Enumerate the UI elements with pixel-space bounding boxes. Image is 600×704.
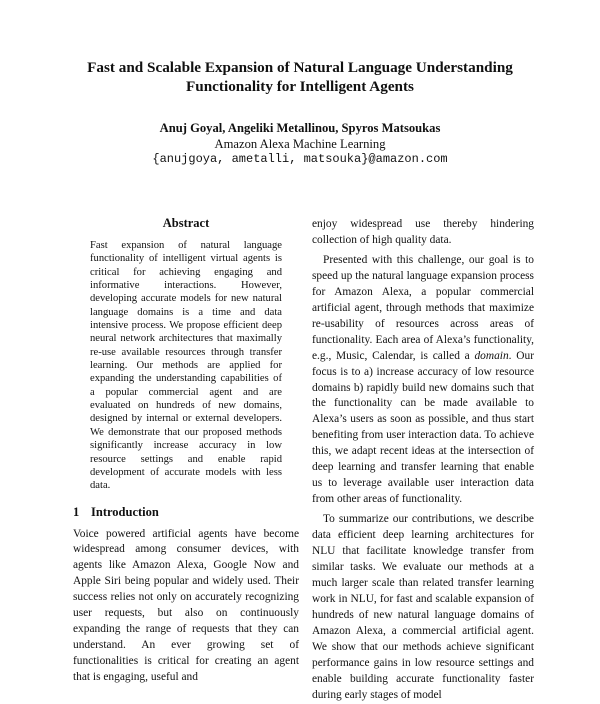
author-block <box>40 121 560 168</box>
left-column <box>73 216 299 686</box>
author-names: Anuj Goyal, Angeliki Metallinou, Spyros Matsoukas <box>159 121 441 135</box>
intro-paragraph-3: To summarize our contributions, we describe data efficient deep learning architectures for NLU that facilitate knowledge transfer from similar tasks. We evaluate our methods at a much larger scale than related transfer learning work in NLU, for fast and scalable expansion of hundreds of new natural language domains of Amazon Alexa, a commercial artificial agent. We show that our methods achieve significant performance gains in low resource settings and enable building accurate functionality faster during early stages of model <box>312 513 534 701</box>
intro-paragraph-1-continued: enjoy widespread use thereby hindering collection of high quality data. <box>312 218 534 246</box>
abstract-text: Fast expansion of natural language functionality of intelligent virtual agents is critical for achieving engaging and informative interactions. However, developing accurate models for new natural language domains is a time and data intensive process. We propose efficient deep neural network architectures that maximally re-use available resources through transfer learning. Our methods are applied for expanding the understanding capabilities of a popular commercial agent and are evaluated on hundreds of new domains, designed by internal or external developers. We demonstrate that our proposed methods significantly increase accuracy in low resource settings and enable rapid development of accurate models with less data. <box>90 240 282 492</box>
abstract-heading: Abstract <box>162 216 210 230</box>
paper-title <box>40 58 560 96</box>
title-line-1: Fast and Scalable Expansion of Natural Language Understanding <box>87 59 513 76</box>
title-line-2: Functionality for Intelligent Agents <box>186 78 414 95</box>
intro-paragraph-2 <box>312 253 534 508</box>
right-column <box>312 217 534 704</box>
section-number: 1 <box>73 504 80 519</box>
affiliation: Amazon Alexa Machine Learning <box>214 136 386 151</box>
p2-text-b: . Our focus is to a) increase accuracy of low resource domains b) rapidly build new domains such that the functionality can be made available to Alexa’s users as soon as possible, and thus start benefiting from user interaction data. To achieve this, we adapt recent ideas at the intersection of deep learning and transfer learning that enable us to leverage available user interaction data from other areas of functionality. <box>312 349 534 506</box>
p2-text-a: Presented with this challenge, our goal is to speed up the natural language expansion process for Amazon Alexa, a popular commercial artificial agent, through methods that maximize re-usability of resources across areas of functionality. Each area of Alexa’s functionality, e.g., Music, Calendar, is called a <box>312 253 534 362</box>
intro-paragraph-1: Voice powered artificial agents have become widespread among consumer devices, with agents like Amazon Alexa, Google Now and Apple Siri being popular and widely used. Their success relies not only on accurately recognizing user requests, but also on continuously expanding the range of requests that they can understand. An ever growing set of functionalities is critical for creating an agent that is engaging, useful and <box>73 527 299 684</box>
p2-emphasis: domain <box>474 349 509 362</box>
section-heading-introduction <box>73 505 299 520</box>
section-title: Introduction <box>91 504 159 519</box>
author-emails: {anujgoya, ametalli, matsouka}@amazon.com <box>152 152 448 166</box>
